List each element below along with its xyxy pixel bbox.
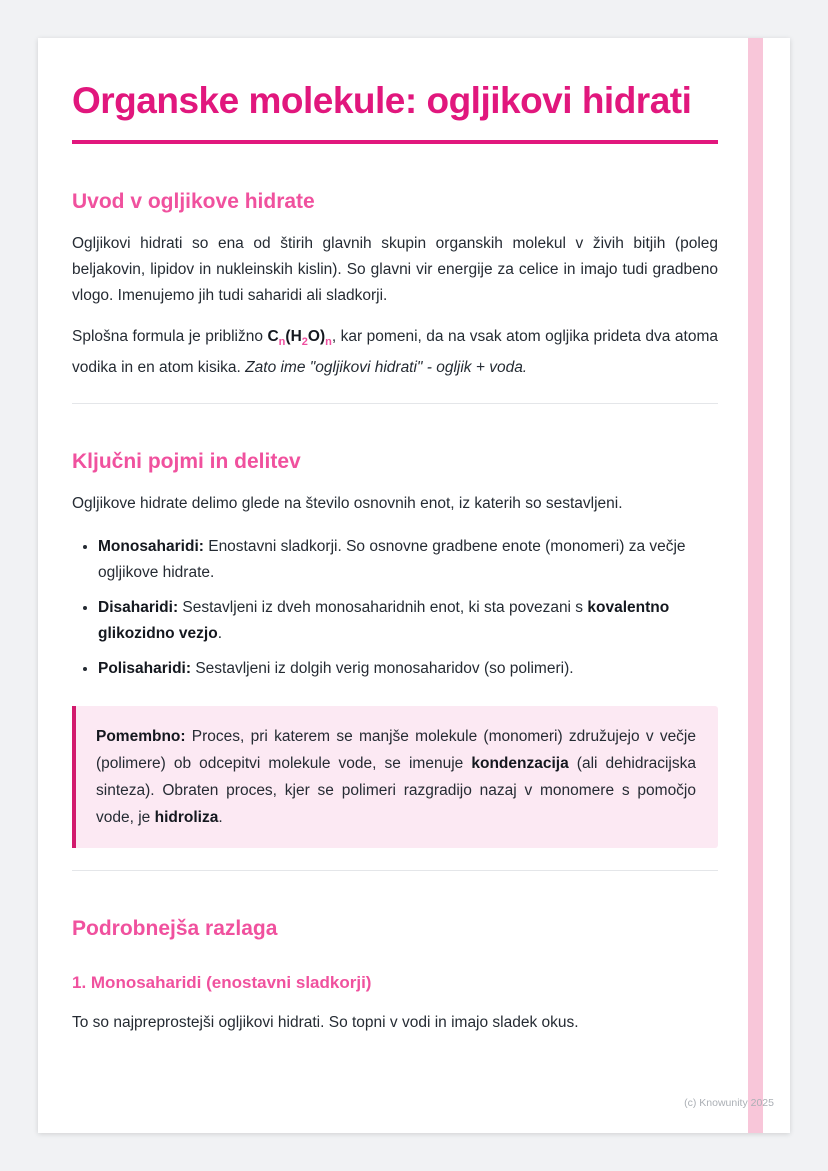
section-heading-podrobnejsa-razlaga: Podrobnejša razlaga bbox=[72, 917, 278, 941]
callout-label: Pomembno: bbox=[96, 728, 186, 746]
section-divider bbox=[72, 870, 718, 871]
list-item-monosaharidi bbox=[98, 534, 718, 586]
details-paragraph: To so najpreprostejši ogljikovi hidrati. So topni v vodi in imajo sladek okus. bbox=[72, 1014, 579, 1032]
formula-subscript: 2 bbox=[301, 336, 308, 349]
document-page bbox=[38, 38, 790, 1133]
term-definition-bold: kovalentno glikozidno vezjo bbox=[98, 599, 670, 643]
subsection-heading-monosaharidi: 1. Monosaharidi (enostavni sladkorji) bbox=[72, 973, 372, 993]
list-item-polisaharidi bbox=[98, 656, 718, 682]
section-heading-uvod: Uvod v ogljikove hidrate bbox=[72, 190, 315, 214]
chemical-formula bbox=[267, 328, 332, 349]
term-label: Polisaharidi: bbox=[98, 660, 192, 678]
watermark: (c) Knowunity 2025 bbox=[684, 1097, 774, 1109]
intro-paragraph-1: Ogljikovi hidrati so ena od štirih glavnih skupin organskih molekul v živih bitjih (poleg beljakovin, lipidov in nukleinskih kislin). So glavni vir energije za celice in imajo tudi gradbeno vlogo. Imenujemo jih tudi saharidi ali sladkorji. bbox=[72, 235, 718, 305]
document-content bbox=[72, 78, 718, 1036]
formula-part: C bbox=[267, 328, 279, 346]
callout-text-end: . bbox=[218, 809, 223, 827]
important-callout bbox=[72, 706, 718, 848]
page-accent-stripe bbox=[748, 38, 763, 1133]
etymology-note: Zato ime "ogljikovi hidrati" - ogljik + voda. bbox=[245, 359, 528, 377]
formula-subscript: n bbox=[278, 336, 286, 349]
term-definition: Sestavljeni iz dveh monosaharidnih enot, ki sta povezani s bbox=[178, 599, 588, 617]
term-label: Monosaharidi: bbox=[98, 538, 204, 556]
formula-lead-text: Splošna formula je približno bbox=[72, 328, 268, 346]
term-label: Disaharidi: bbox=[98, 599, 179, 617]
document-title: Organske molekule: ogljikovi hidrati bbox=[72, 80, 692, 121]
callout-keyword-hidroliza: hidroliza bbox=[154, 809, 219, 827]
definition-list bbox=[72, 534, 718, 682]
intro-paragraph-2 bbox=[72, 324, 718, 381]
formula-subscript: n bbox=[325, 336, 332, 349]
term-definition-end: . bbox=[217, 625, 223, 643]
key-concepts-paragraph: Ogljikove hidrate delimo glede na število osnovnih enot, iz katerih so sestavljeni. bbox=[72, 495, 623, 513]
title-rule bbox=[72, 140, 718, 144]
term-definition: Sestavljeni iz dolgih verig monosaharidov (so polimeri). bbox=[191, 660, 574, 678]
formula-part: O) bbox=[307, 328, 326, 346]
callout-keyword-kondenzacija: kondenzacija bbox=[471, 755, 569, 773]
section-heading-kljucni-pojmi: Ključni pojmi in delitev bbox=[72, 450, 301, 474]
term-definition: Enostavni sladkorji. So osnovne gradbene enote (monomeri) za večje ogljikove hidrate. bbox=[98, 538, 686, 582]
callout-text: (ali dehidracijska sinteza). Obraten proces, kjer se polimeri razgradijo nazaj v monomere s pomočjo vode, je bbox=[96, 755, 696, 827]
callout-text: Proces, pri katerem se manjše molekule (monomeri) združujejo v večje (polimere) ob odcepitvi molekule vode, se imenuje bbox=[96, 728, 696, 773]
section-divider bbox=[72, 403, 718, 404]
formula-mid-text: , kar pomeni, da na vsak atom ogljika prideta dva atoma vodika in en atom kisika. bbox=[72, 328, 718, 377]
list-item-disaharidi bbox=[98, 595, 718, 647]
formula-part: (H bbox=[285, 328, 302, 346]
